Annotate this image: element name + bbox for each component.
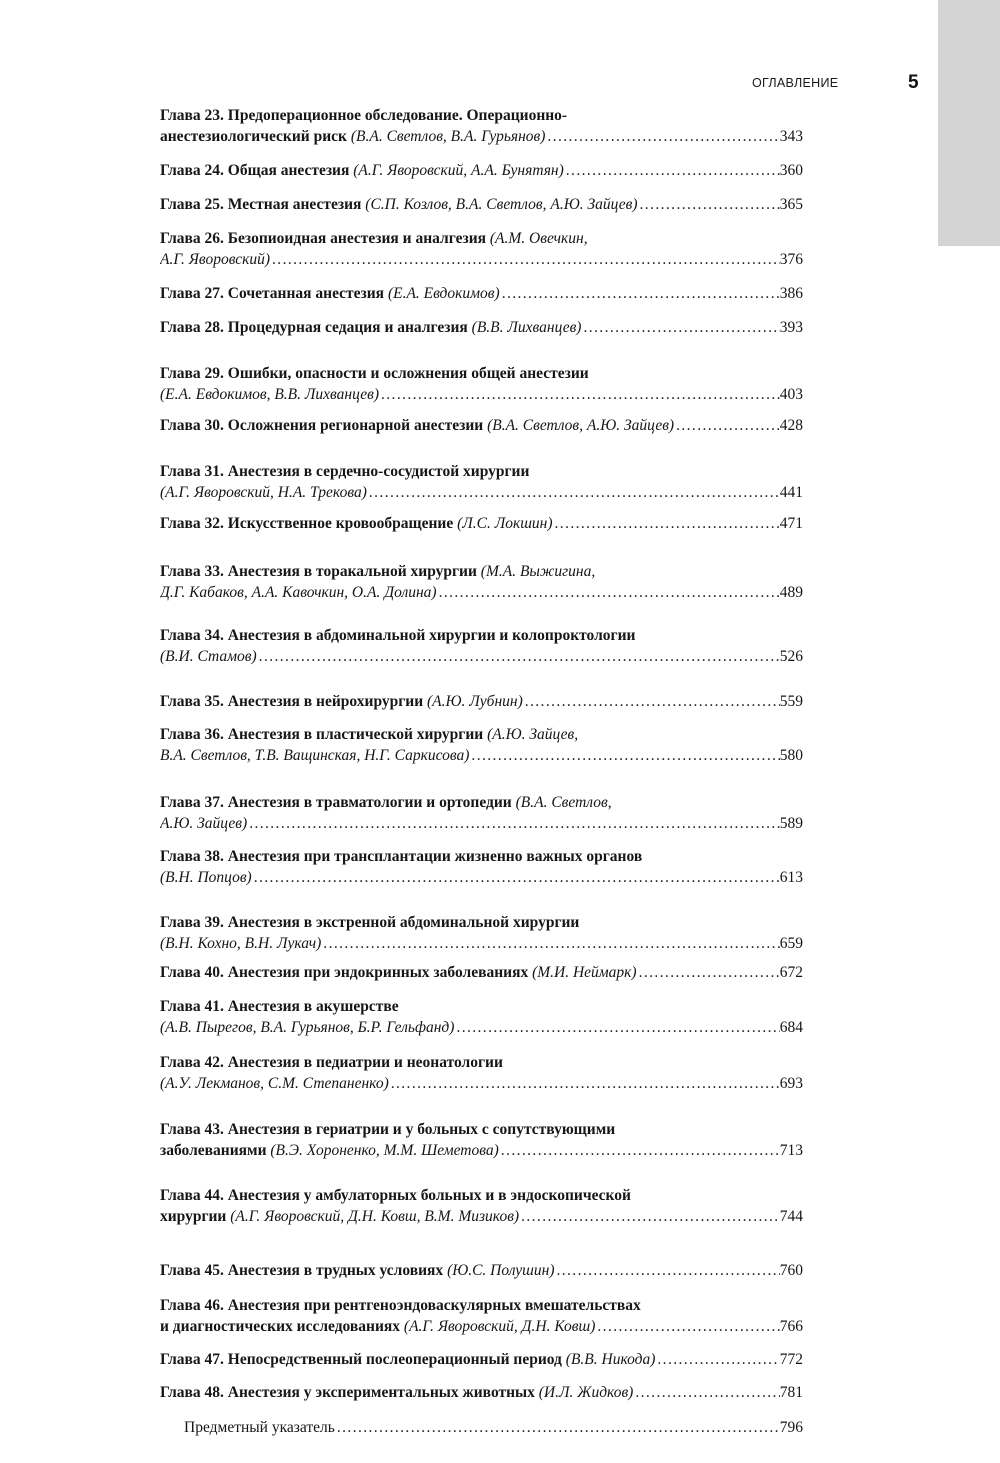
toc-entry bbox=[160, 415, 803, 436]
chapter-title: Глава 35. Анестезия в нейрохирургии bbox=[160, 693, 424, 710]
dot-leader bbox=[335, 1417, 780, 1438]
toc-entry-last-line bbox=[160, 283, 803, 304]
toc-entry-text bbox=[160, 813, 247, 834]
page-ref: 672 bbox=[779, 964, 803, 981]
toc-entry-last-line bbox=[160, 1017, 803, 1038]
toc-entry-last-line bbox=[160, 745, 803, 766]
dot-leader bbox=[637, 962, 780, 983]
dot-leader bbox=[379, 384, 780, 405]
chapter-title: Глава 47. Непосредственный послеоперационный период bbox=[160, 1351, 562, 1368]
toc-entry-text bbox=[160, 1316, 595, 1337]
chapter-authors: (Е.А. Евдокимов) bbox=[387, 285, 500, 302]
toc-entry-last-line bbox=[160, 933, 803, 954]
dot-leader bbox=[500, 283, 780, 304]
chapter-authors: (М.А. Выжигина, bbox=[480, 563, 596, 580]
page-ref: 659 bbox=[779, 935, 803, 952]
page-ref: 693 bbox=[779, 1075, 803, 1092]
page-ref: 428 bbox=[779, 417, 803, 434]
chapter-authors: (А.М. Овечкин, bbox=[489, 230, 588, 247]
page-ref: 526 bbox=[779, 648, 803, 665]
toc-entry-last-line bbox=[160, 962, 803, 983]
page-ref: 386 bbox=[779, 285, 803, 302]
chapter-authors: (В.В. Никода) bbox=[565, 1351, 656, 1368]
chapter-authors: (Л.С. Локшин) bbox=[457, 515, 553, 532]
toc-entry-text bbox=[160, 1206, 519, 1227]
toc-entry bbox=[160, 363, 803, 405]
chapter-title: Глава 43. Анестезия в гериатрии и у больных с сопутствующими bbox=[160, 1121, 616, 1138]
toc-entry-text bbox=[160, 1073, 389, 1094]
toc-entry-last-line bbox=[160, 126, 803, 147]
dot-leader bbox=[252, 867, 780, 888]
dot-leader bbox=[321, 933, 779, 954]
chapter-authors: (В.Н. Попцов) bbox=[160, 869, 252, 886]
chapter-title: Глава 39. Анестезия в экстренной абдоминальной хирургии bbox=[160, 914, 580, 931]
chapter-authors: (В.Э. Хороненко, М.М. Шеметова) bbox=[270, 1142, 499, 1159]
toc-entry bbox=[160, 996, 803, 1038]
toc-entry-first-line bbox=[160, 996, 803, 1017]
toc-entry bbox=[160, 1119, 803, 1161]
toc-entry-first-line bbox=[160, 912, 803, 933]
toc-entry-first-line bbox=[160, 228, 803, 249]
chapter-title: Глава 45. Анестезия в трудных условиях bbox=[160, 1262, 444, 1279]
page-ref: 365 bbox=[779, 196, 803, 213]
dot-leader bbox=[523, 691, 780, 712]
toc-entry bbox=[160, 1349, 803, 1370]
page-number: 5 bbox=[908, 72, 919, 93]
toc-entry-text bbox=[160, 933, 321, 954]
page-ref: 781 bbox=[779, 1384, 803, 1401]
dot-leader bbox=[270, 249, 780, 270]
chapter-title: Глава 46. Анестезия при рентгеноэндоваскулярных вмешательствах bbox=[160, 1297, 641, 1314]
toc-entry-first-line bbox=[160, 461, 803, 482]
chapter-authors: (С.П. Козлов, В.А. Светлов, А.Ю. Зайцев) bbox=[365, 196, 638, 213]
toc-entry-text bbox=[160, 867, 252, 888]
running-header: ОГЛАВЛЕНИЕ bbox=[752, 76, 839, 90]
chapter-authors: (И.Л. Жидков) bbox=[538, 1384, 634, 1401]
toc-entry-text bbox=[160, 317, 581, 338]
toc-entry-last-line bbox=[160, 194, 803, 215]
dot-leader bbox=[674, 415, 780, 436]
page-ref: 613 bbox=[779, 869, 803, 886]
dot-leader bbox=[633, 1382, 779, 1403]
toc-entry-text bbox=[160, 126, 545, 147]
toc-entry bbox=[160, 962, 803, 983]
toc-entry-text bbox=[160, 283, 500, 304]
dot-leader bbox=[554, 1260, 779, 1281]
page-ref: 589 bbox=[779, 815, 803, 832]
dot-leader bbox=[655, 1349, 779, 1370]
chapter-title: Глава 41. Анестезия в акушерстве bbox=[160, 998, 399, 1015]
toc-entry-last-line bbox=[160, 415, 803, 436]
chapter-authors: (А.У. Лекманов, С.М. Степаненко) bbox=[160, 1075, 389, 1092]
chapter-authors: (А.В. Пырегов, В.А. Гурьянов, Б.Р. Гельфанд) bbox=[160, 1019, 455, 1036]
chapter-title: Глава 29. Ошибки, опасности и осложнения общей анестезии bbox=[160, 365, 589, 382]
toc-entry-last-line bbox=[160, 384, 803, 405]
page-ref: 489 bbox=[779, 584, 803, 601]
toc-entry-text bbox=[160, 513, 553, 534]
toc-entry bbox=[160, 194, 803, 215]
toc-entry-first-line bbox=[160, 561, 803, 582]
dot-leader bbox=[469, 745, 779, 766]
toc-entry-last-line bbox=[160, 646, 803, 667]
page-ref: 713 bbox=[779, 1142, 803, 1159]
dot-leader bbox=[454, 1017, 779, 1038]
dot-leader bbox=[545, 126, 779, 147]
toc-entry-first-line bbox=[160, 625, 803, 646]
toc-entry-text bbox=[160, 160, 564, 181]
toc-entry-first-line bbox=[160, 724, 803, 745]
toc-entry-last-line bbox=[184, 1417, 803, 1438]
chapter-authors: (В.Н. Кохно, В.Н. Лукач) bbox=[160, 935, 322, 952]
toc-entry bbox=[160, 561, 803, 603]
page-ref: 376 bbox=[779, 251, 803, 268]
dot-leader bbox=[581, 317, 779, 338]
toc-entry-last-line bbox=[160, 691, 803, 712]
dot-leader bbox=[367, 482, 780, 503]
toc-entry bbox=[160, 1052, 803, 1094]
chapter-authors: (Е.А. Евдокимов, В.В. Лихванцев) bbox=[160, 386, 379, 403]
toc-entry-text bbox=[160, 691, 523, 712]
dot-leader bbox=[564, 160, 780, 181]
chapter-authors: (В.В. Лихванцев) bbox=[471, 319, 582, 336]
toc-entry-last-line bbox=[160, 1073, 803, 1094]
subject-index-entry bbox=[184, 1417, 803, 1438]
chapter-title: Глава 31. Анестезия в сердечно-сосудистой хирургии bbox=[160, 463, 530, 480]
chapter-title: Глава 24. Общая анестезия bbox=[160, 162, 350, 179]
chapter-title-continued: хирургии bbox=[160, 1208, 227, 1225]
dot-leader bbox=[257, 646, 780, 667]
chapter-title: Глава 32. Искусственное кровообращение bbox=[160, 515, 454, 532]
subject-index-title: Предметный указатель bbox=[184, 1419, 335, 1436]
chapter-authors: В.А. Светлов, Т.В. Ващинская, Н.Г. Саркисова) bbox=[160, 747, 470, 764]
page-ref: 760 bbox=[779, 1262, 803, 1279]
toc-entry bbox=[160, 691, 803, 712]
toc-entry-text bbox=[160, 482, 367, 503]
chapter-title: Глава 36. Анестезия в пластической хирургии bbox=[160, 726, 484, 743]
chapter-authors: (А.Ю. Зайцев, bbox=[487, 726, 579, 743]
toc-entry-text bbox=[160, 194, 638, 215]
toc-entry bbox=[160, 1260, 803, 1281]
chapter-title: Глава 27. Сочетанная анестезия bbox=[160, 285, 385, 302]
toc-entry-last-line bbox=[160, 317, 803, 338]
chapter-authors: (А.Г. Яворовский, Н.А. Трекова) bbox=[160, 484, 367, 501]
toc-entry bbox=[160, 1382, 803, 1403]
dot-leader bbox=[389, 1073, 780, 1094]
page-edge-tab bbox=[938, 0, 1000, 246]
toc-entry bbox=[160, 160, 803, 181]
chapter-authors: (А.Ю. Лубнин) bbox=[427, 693, 523, 710]
toc-entry-text bbox=[160, 745, 469, 766]
toc-entry bbox=[160, 513, 803, 534]
toc-entry-first-line bbox=[160, 1295, 803, 1316]
chapter-authors: (В.А. Светлов, А.Ю. Зайцев) bbox=[487, 417, 675, 434]
toc-entry-first-line bbox=[160, 1119, 803, 1140]
chapter-authors: (А.Г. Яворовский, А.А. Бунятян) bbox=[353, 162, 564, 179]
toc-entry-first-line bbox=[160, 1052, 803, 1073]
toc-entry-last-line bbox=[160, 1316, 803, 1337]
toc-entry-last-line bbox=[160, 482, 803, 503]
chapter-title-continued: заболеваниями bbox=[160, 1142, 267, 1159]
page-ref: 403 bbox=[779, 386, 803, 403]
toc-entry-text bbox=[160, 1140, 499, 1161]
page-ref: 772 bbox=[779, 1351, 803, 1368]
chapter-authors: Д.Г. Кабаков, А.А. Кавочкин, О.А. Долина) bbox=[160, 584, 437, 601]
toc-entry-first-line bbox=[160, 1185, 803, 1206]
chapter-title: Глава 42. Анестезия в педиатрии и неонатологии bbox=[160, 1054, 503, 1071]
chapter-title: Глава 48. Анестезия у экспериментальных животных bbox=[160, 1384, 535, 1401]
toc-entry bbox=[160, 461, 803, 503]
chapter-title: Глава 28. Процедурная седация и аналгезия bbox=[160, 319, 468, 336]
page-ref: 580 bbox=[779, 747, 803, 764]
toc-entry-last-line bbox=[160, 1382, 803, 1403]
chapter-title: Глава 38. Анестезия при трансплантации жизненно важных органов bbox=[160, 848, 643, 865]
toc-entry-last-line bbox=[160, 867, 803, 888]
toc-entry bbox=[160, 912, 803, 954]
toc-entry-last-line bbox=[160, 160, 803, 181]
toc-entry-last-line bbox=[160, 1206, 803, 1227]
chapter-authors: (А.Г. Яворовский, Д.Н. Ковш, В.М. Мизиков) bbox=[230, 1208, 520, 1225]
chapter-authors: А.Ю. Зайцев) bbox=[160, 815, 248, 832]
toc-entry-last-line bbox=[160, 582, 803, 603]
page-ref: 393 bbox=[779, 319, 803, 336]
page-ref: 559 bbox=[779, 693, 803, 710]
chapter-title: Глава 37. Анестезия в травматологии и ортопедии bbox=[160, 794, 512, 811]
toc-entry-first-line bbox=[160, 846, 803, 867]
chapter-title: Глава 33. Анестезия в торакальной хирургии bbox=[160, 563, 477, 580]
page-ref: 441 bbox=[779, 484, 803, 501]
toc-entry bbox=[160, 283, 803, 304]
dot-leader bbox=[519, 1206, 780, 1227]
toc-entry bbox=[160, 1185, 803, 1227]
chapter-title-continued: и диагностических исследованиях bbox=[160, 1318, 401, 1335]
toc-entry-last-line bbox=[160, 813, 803, 834]
chapter-authors: (А.Г. Яворовский, Д.Н. Ковш) bbox=[403, 1318, 596, 1335]
page-ref: 471 bbox=[779, 515, 803, 532]
page-ref: 744 bbox=[779, 1208, 803, 1225]
dot-leader bbox=[499, 1140, 780, 1161]
chapter-title-continued: анестезиологический риск bbox=[160, 128, 347, 145]
toc-entry-text bbox=[160, 646, 257, 667]
toc-entry bbox=[160, 317, 803, 338]
chapter-authors: (В.А. Светлов, bbox=[515, 794, 612, 811]
table-of-contents bbox=[160, 105, 803, 1438]
toc-entry-text bbox=[160, 384, 379, 405]
toc-entry-first-line bbox=[160, 363, 803, 384]
chapter-title: Глава 34. Анестезия в абдоминальной хирургии и колопроктологии bbox=[160, 627, 636, 644]
chapter-title: Глава 30. Осложнения регионарной анестезии bbox=[160, 417, 484, 434]
toc-entry-last-line bbox=[160, 249, 803, 270]
toc-entry bbox=[160, 846, 803, 888]
page-ref: 343 bbox=[779, 128, 803, 145]
dot-leader bbox=[638, 194, 780, 215]
chapter-title: Глава 44. Анестезия у амбулаторных больных и в эндоскопической bbox=[160, 1187, 631, 1204]
toc-entry bbox=[160, 1295, 803, 1337]
page-ref: 360 bbox=[779, 162, 803, 179]
toc-entry-text bbox=[160, 415, 674, 436]
toc-entry bbox=[160, 625, 803, 667]
toc-entry-text bbox=[160, 1017, 454, 1038]
chapter-title: Глава 40. Анестезия при эндокринных заболеваниях bbox=[160, 964, 529, 981]
chapter-authors: (В.И. Стамов) bbox=[160, 648, 257, 665]
page-ref: 796 bbox=[779, 1419, 803, 1436]
toc-entry bbox=[160, 105, 803, 147]
toc-entry-first-line bbox=[160, 792, 803, 813]
toc-entry-last-line bbox=[160, 1140, 803, 1161]
chapter-title: Глава 26. Безопиоидная анестезия и аналгезия bbox=[160, 230, 487, 247]
dot-leader bbox=[437, 582, 780, 603]
toc-entry-text bbox=[160, 1260, 554, 1281]
toc-entry-last-line bbox=[160, 1349, 803, 1370]
toc-entry-text bbox=[160, 249, 270, 270]
chapter-title: Глава 23. Предоперационное обследование. Операционно- bbox=[160, 107, 568, 124]
toc-entry bbox=[160, 228, 803, 270]
toc-entry-text bbox=[160, 1349, 655, 1370]
dot-leader bbox=[247, 813, 780, 834]
dot-leader bbox=[553, 513, 780, 534]
toc-entry bbox=[160, 724, 803, 766]
toc-entry-text bbox=[160, 582, 437, 603]
toc-entry-first-line bbox=[160, 105, 803, 126]
toc-entry-text bbox=[160, 1382, 633, 1403]
toc-entry-last-line bbox=[160, 513, 803, 534]
page-ref: 766 bbox=[779, 1318, 803, 1335]
chapter-authors: (М.И. Неймарк) bbox=[532, 964, 637, 981]
toc-entry-last-line bbox=[160, 1260, 803, 1281]
page-ref: 684 bbox=[779, 1019, 803, 1036]
toc-entry-text bbox=[160, 962, 637, 983]
chapter-authors: (Ю.С. Полушин) bbox=[447, 1262, 555, 1279]
toc-entry bbox=[160, 792, 803, 834]
chapter-authors: А.Г. Яворовский) bbox=[160, 251, 271, 268]
chapter-authors: (В.А. Светлов, В.А. Гурьянов) bbox=[350, 128, 546, 145]
chapter-title: Глава 25. Местная анестезия bbox=[160, 196, 362, 213]
dot-leader bbox=[595, 1316, 779, 1337]
